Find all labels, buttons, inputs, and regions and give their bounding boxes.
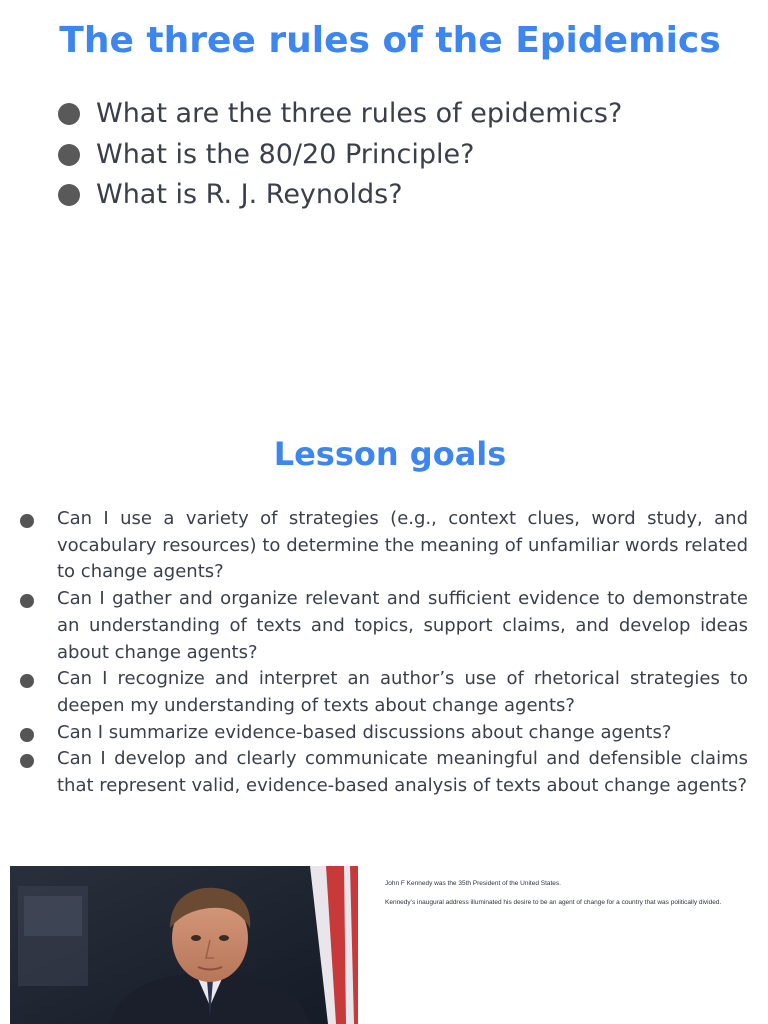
bullet-icon [58,103,80,125]
kennedy-caption [385,880,730,918]
question-item [58,135,622,176]
lesson-goals-list [18,506,748,800]
bullet-icon [20,754,34,768]
bullet-icon [20,594,34,608]
goal-text: Can I use a variety of strategies (e.g., context clues, word study, and vocabulary resources) to determine the meaning of unfamiliar words related to change agents? [57,508,748,583]
question-text: What is the 80/20 Principle? [96,138,475,170]
bullet-icon [58,144,80,166]
goal-item [18,746,748,799]
question-item [58,175,622,216]
bullet-icon [20,514,34,528]
goal-item [18,666,748,719]
goal-item [18,586,748,666]
goal-item [18,720,748,747]
question-text: What is R. J. Reynolds? [96,179,403,210]
caption-line: Kennedy’s inaugural address illuminated his desire to be an agent of change for a country that was politically divided. [385,899,722,906]
question-list [58,94,622,216]
goal-text: Can I recognize and interpret an author’s use of rhetorical strategies to deepen my understanding of texts about change agents? [57,668,748,716]
bullet-icon [20,674,34,688]
lesson-goals-title: Lesson goals [273,435,507,473]
kennedy-portrait-image [10,866,358,1024]
bullet-icon [20,728,34,742]
goal-text: Can I develop and clearly communicate meaningful and defensible claims that represent valid, evidence-based analysis of texts about change agents? [57,748,748,797]
question-item [58,94,622,135]
goal-text: Can I gather and organize relevant and sufficient evidence to demonstrate an understanding of texts and topics, support claims, and develop ideas about change agents? [57,588,748,663]
goal-item [18,506,748,586]
question-text: What are the three rules of epidemics? [96,98,623,129]
bullet-icon [58,184,80,206]
goal-text: Can I summarize evidence-based discussions about change agents? [57,721,672,743]
slide-title: The three rules of the Epidemics [59,20,721,61]
caption-line: John F Kennedy was the 35th President of the United States. [385,880,561,887]
